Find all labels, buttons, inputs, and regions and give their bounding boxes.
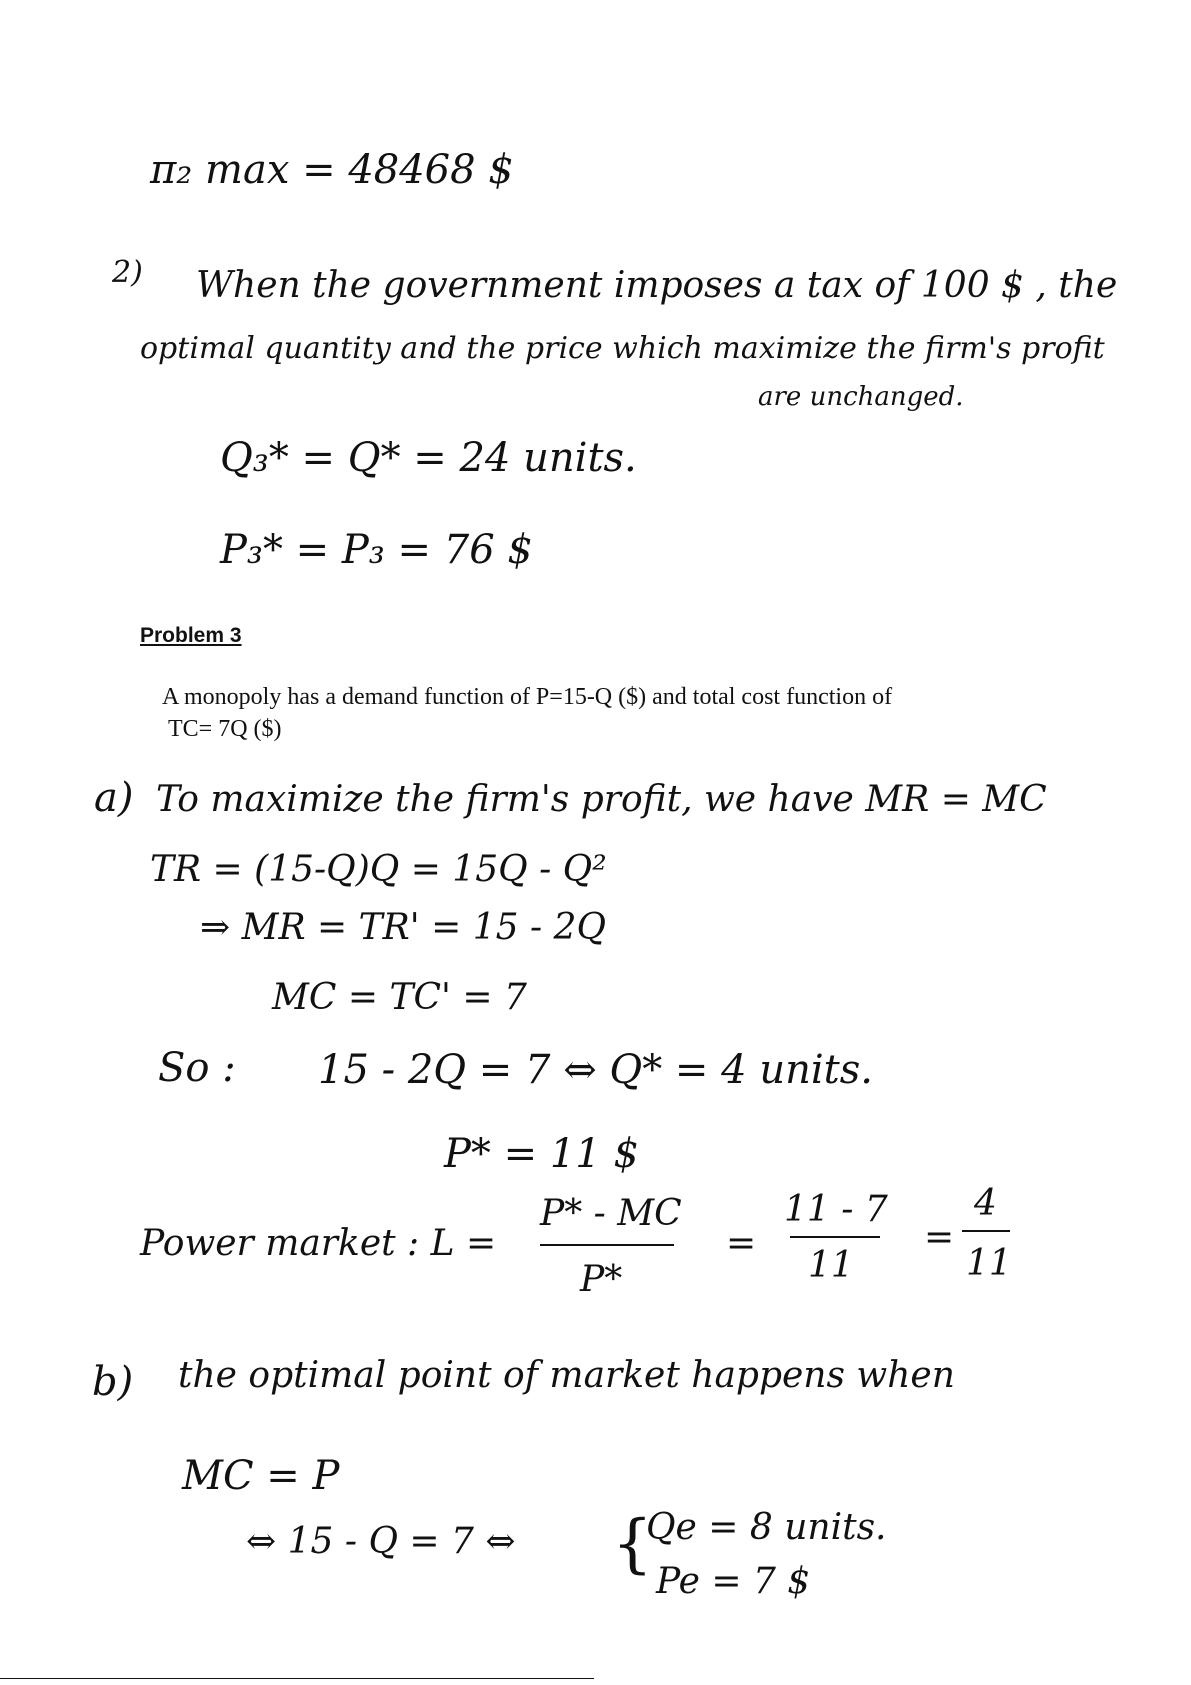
problem-statement-line-2: TC= 7Q ($) <box>168 716 282 742</box>
optimal-price-monopoly: P* = 11 $ <box>444 1131 639 1177</box>
part-b-label: b) <box>92 1359 134 1405</box>
lerner-fraction-bar <box>540 1244 674 1246</box>
solve-quantity-line: 15 - 2Q = 7 ⇔ Q* = 4 units. <box>318 1047 873 1093</box>
problem-statement-line-1: A monopoly has a demand function of P=15-Q ($) and total cost function of <box>162 684 893 710</box>
lerner-numerator-3: 4 <box>974 1183 997 1224</box>
power-market-label: Power market : L = <box>140 1223 497 1264</box>
optimal-quantity-line: Q₃* = Q* = 24 units. <box>220 435 637 481</box>
lerner-denominator-3: 11 <box>966 1243 1012 1284</box>
equilibrium-price: Pe = 7 $ <box>656 1561 811 1602</box>
equilibrium-quantity: Qe = 8 units. <box>646 1507 887 1548</box>
lerner-fraction-bar-2 <box>790 1236 880 1238</box>
part-a-label: a) <box>94 775 134 821</box>
optimal-price-line: P₃* = P₃ = 76 $ <box>220 527 533 573</box>
so-label: So : <box>158 1045 236 1091</box>
part-a-intro: To maximize the firm's profit, we have MR = MC <box>156 779 1047 820</box>
lerner-numerator-2: 11 - 7 <box>784 1189 888 1230</box>
tax-sentence-line-1: When the government imposes a tax of 100 $ , the <box>196 265 1118 306</box>
lerner-numerator: P* - MC <box>540 1193 682 1234</box>
condition-line: MC = P <box>182 1453 340 1499</box>
part-2-label: 2) <box>112 255 143 290</box>
system-brace: { <box>612 1507 653 1581</box>
total-revenue-line: TR = (15-Q)Q = 15Q - Q² <box>150 849 607 890</box>
profit-max-line: π₂ max = 48468 $ <box>150 147 514 193</box>
tax-sentence-line-2: optimal quantity and the price which maximize the firm's profit <box>140 331 1105 366</box>
tax-sentence-line-3: are unchanged. <box>758 382 964 412</box>
lerner-equals-1: = <box>726 1223 757 1264</box>
marginal-revenue-line: ⇒ MR = TR' = 15 - 2Q <box>200 907 606 948</box>
footer-rule <box>0 1678 594 1679</box>
marginal-cost-line: MC = TC' = 7 <box>272 977 527 1018</box>
problem-heading: Problem 3 <box>140 624 242 647</box>
lerner-fraction-bar-3 <box>962 1230 1010 1232</box>
part-b-solve-line: ⇔ 15 - Q = 7 ⇔ <box>246 1521 516 1562</box>
lerner-denominator-2: 11 <box>808 1245 854 1286</box>
lerner-denominator: P* <box>580 1259 623 1300</box>
lerner-equals-2: = <box>924 1217 955 1258</box>
part-b-intro: the optimal point of market happens when <box>178 1355 955 1396</box>
